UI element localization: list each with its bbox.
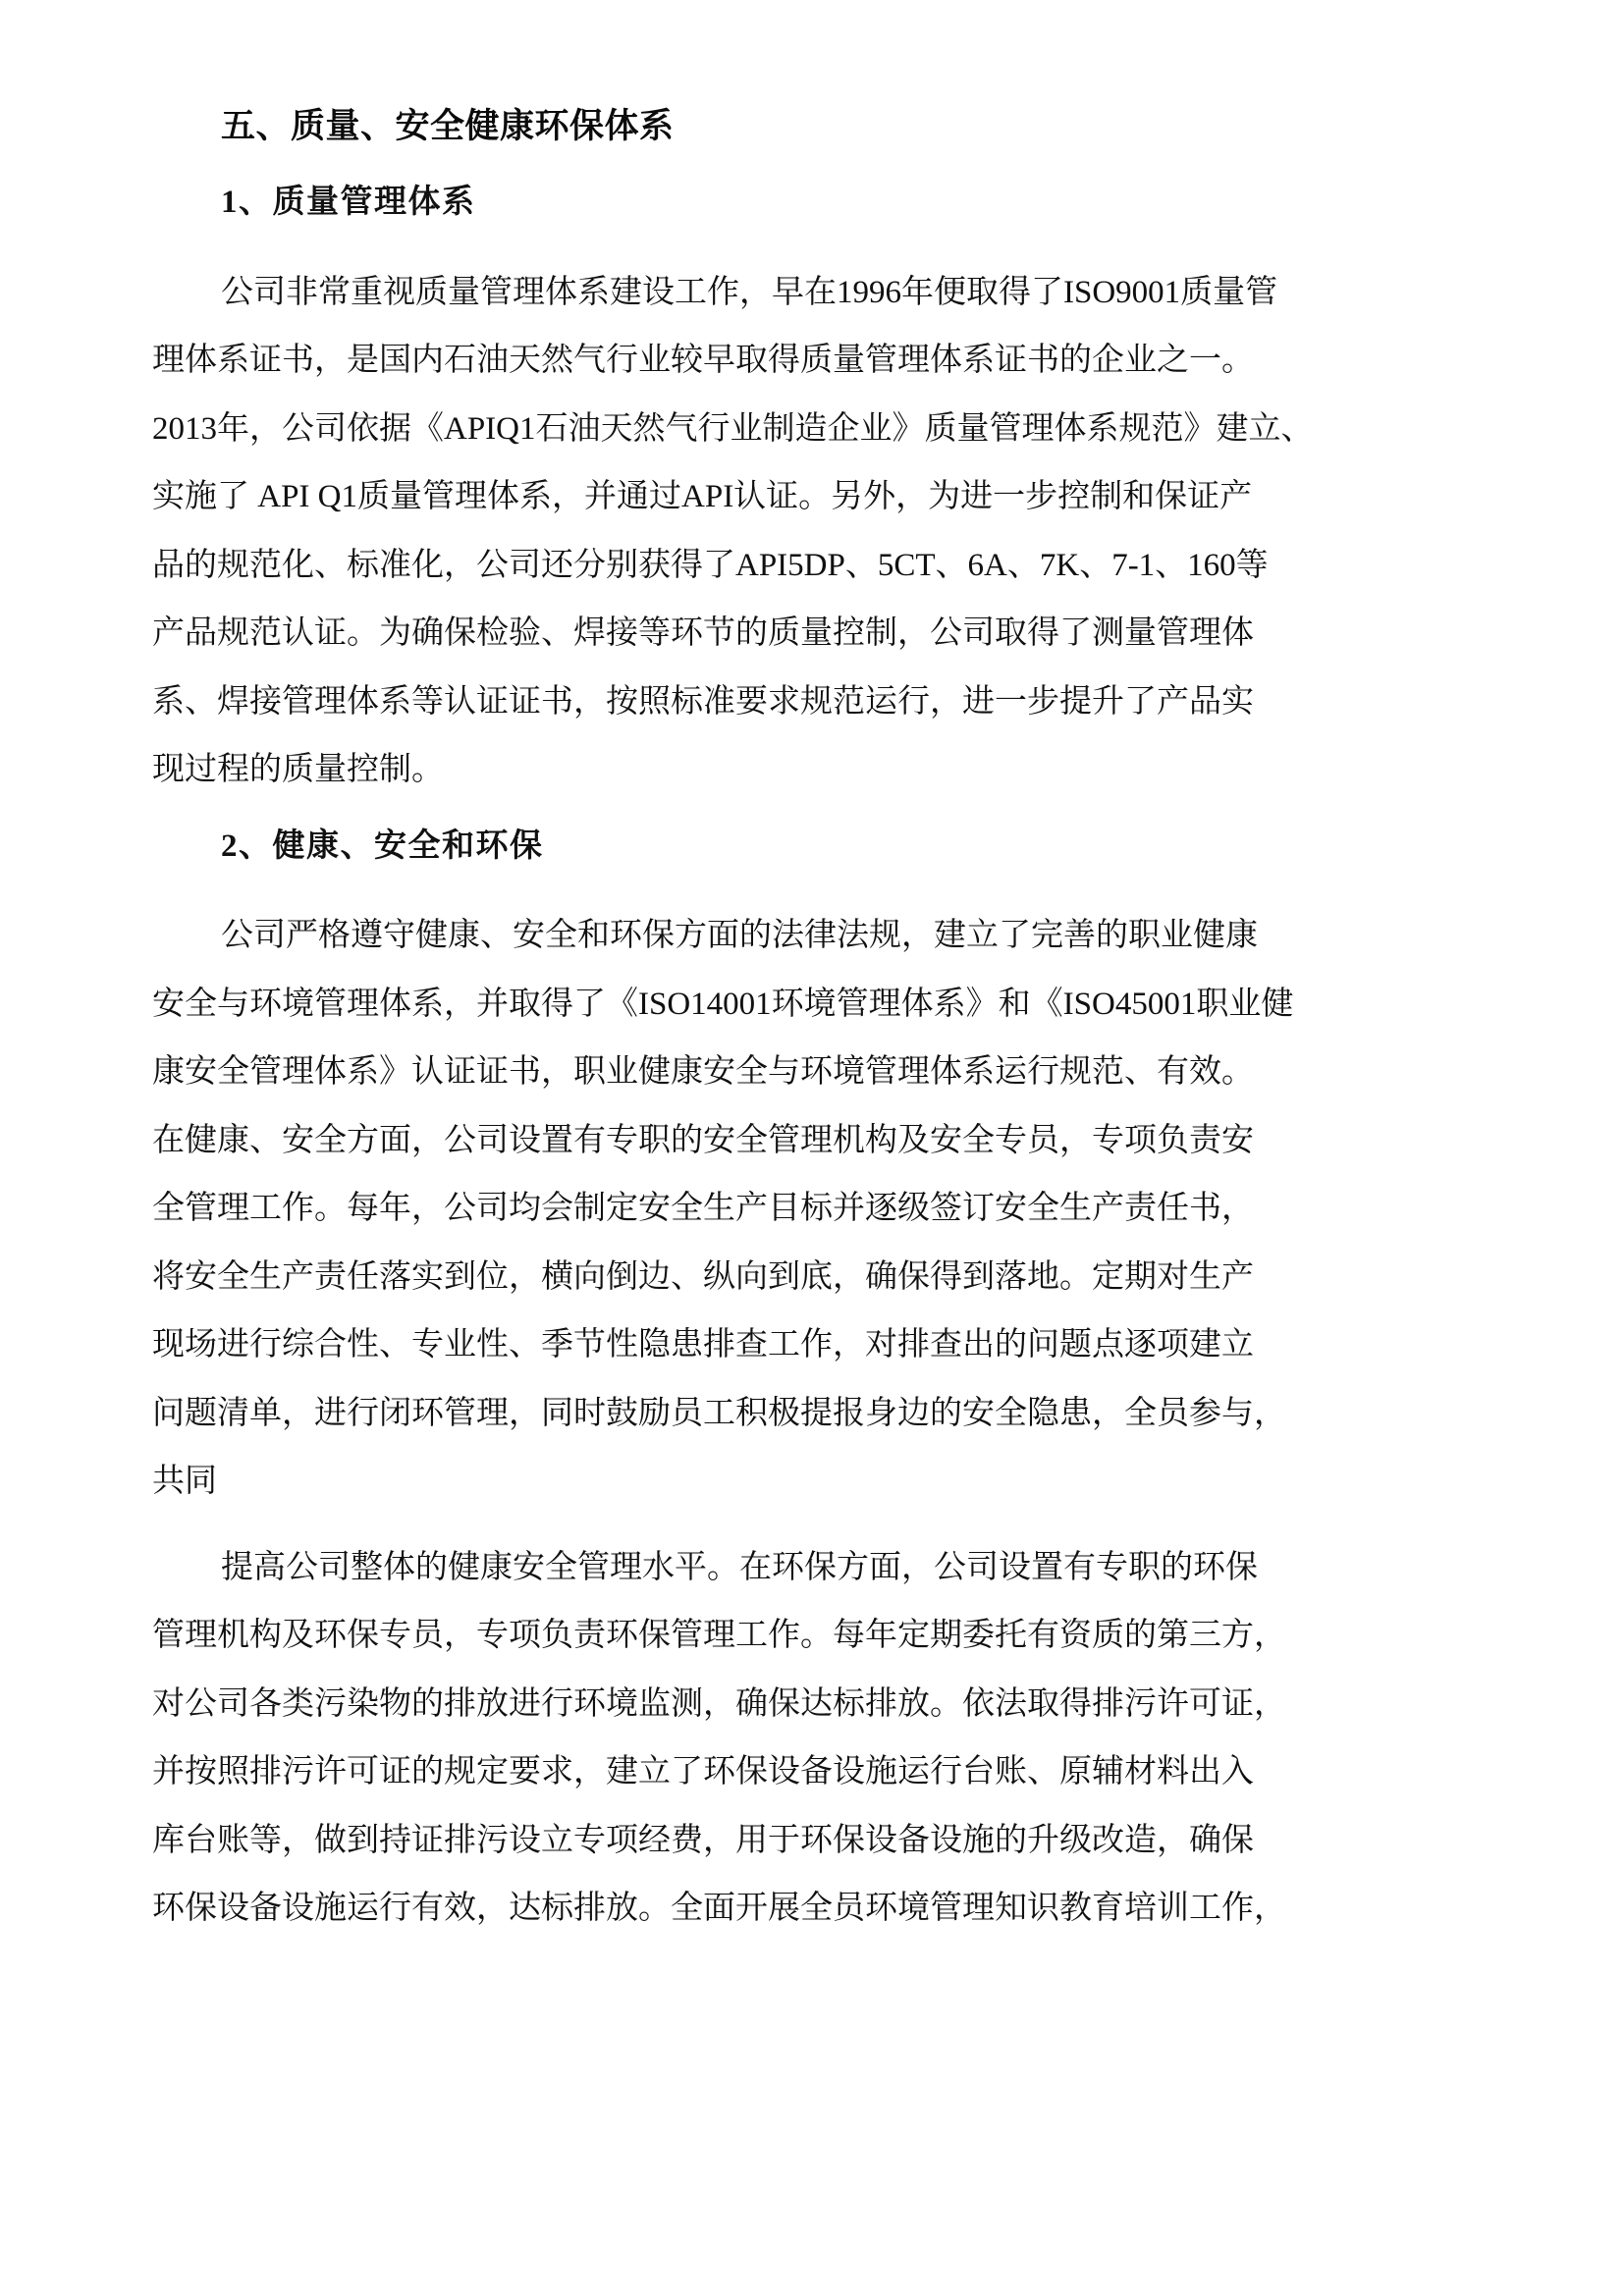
page-title: 五、质量、安全健康环保体系 — [221, 107, 675, 145]
text-line: 实施了 API Q1质量管理体系，并通过API认证。另外，为进一步控制和保证产 — [152, 479, 1253, 515]
text-line: 在健康、安全方面，公司设置有专职的安全管理机构及安全专员，专项负责安 — [152, 1122, 1254, 1158]
spacer — [152, 1521, 1480, 1534]
text-line: 问题清单，进行闭环管理，同时鼓励员工积极提报身边的安全隐患，全员参与， — [152, 1395, 1286, 1431]
text-line: 系、焊接管理体系等认证证书，按照标准要求规范运行，进一步提升了产品实 — [152, 683, 1254, 720]
section-heading-health-safety-environment: 2、健康、安全和环保 — [221, 828, 544, 864]
text-line: 现过程的质量控制。 — [152, 752, 444, 788]
text-line: 安全与环境管理体系，并取得了《ISO14001环境管理体系》和《ISO45001职业健 — [152, 986, 1294, 1022]
spacer — [152, 809, 1480, 823]
paragraph-hse-1 — [152, 902, 1480, 1517]
text-line: 对公司各类污染物的排放进行环境监测，确保达标排放。依法取得排污许可证， — [152, 1685, 1286, 1722]
text-line: 2013年，公司依据《APIQ1石油天然气行业制造企业》质量管理体系规范》建立、 — [152, 410, 1314, 447]
section-heading-quality-management-system: 1、质量管理体系 — [221, 185, 476, 221]
text-line: 理体系证书，是国内石油天然气行业较早取得质量管理体系证书的企业之一。 — [152, 343, 1254, 379]
text-line: 公司严格遵守健康、安全和环保方面的法律法规，建立了完善的职业健康 — [221, 918, 1258, 954]
text-line: 现场进行综合性、专业性、季节性隐患排查工作，对排查出的问题点逐项建立 — [152, 1327, 1254, 1363]
text-line: 全管理工作。每年，公司均会制定安全生产目标并逐级签订安全生产责任书， — [152, 1191, 1254, 1227]
spacer — [152, 234, 1480, 259]
text-line: 环保设备设施运行有效，达标排放。全面开展全员环境管理知识教育培训工作， — [152, 1891, 1286, 1927]
text-line: 并按照排污许可证的规定要求，建立了环保设备设施运行台账、原辅材料出入 — [152, 1754, 1254, 1790]
paragraph-hse-2 — [152, 1534, 1480, 1944]
text-line: 公司非常重视质量管理体系建设工作，早在1996年便取得了ISO9001质量管 — [221, 274, 1278, 310]
text-line: 管理机构及环保专员，专项负责环保管理工作。每年定期委托有资质的第三方， — [152, 1618, 1286, 1654]
text-line: 品的规范化、标准化，公司还分别获得了API5DP、5CT、6A、7K、7-1、160等 — [152, 547, 1269, 583]
paragraph-quality-1 — [152, 259, 1480, 805]
text-line: 提高公司整体的健康安全管理水平。在环保方面，公司设置有专职的环保 — [221, 1549, 1258, 1585]
text-line: 产品规范认证。为确保检验、焊接等环节的质量控制，公司取得了测量管理体 — [152, 615, 1254, 652]
text-line: 康安全管理体系》认证证书，职业健康安全与环境管理体系运行规范、有效。 — [152, 1054, 1254, 1091]
text-line: 共同 — [152, 1464, 217, 1500]
text-line: 将安全生产责任落实到位，横向倒边、纵向到底，确保得到落地。定期对生产 — [152, 1258, 1254, 1295]
text-line: 库台账等，做到持证排污设立专项经费，用于环保设备设施的升级改造，确保 — [152, 1822, 1254, 1858]
spacer — [152, 877, 1480, 902]
spacer — [152, 165, 1480, 179]
document-content — [152, 103, 1480, 1948]
